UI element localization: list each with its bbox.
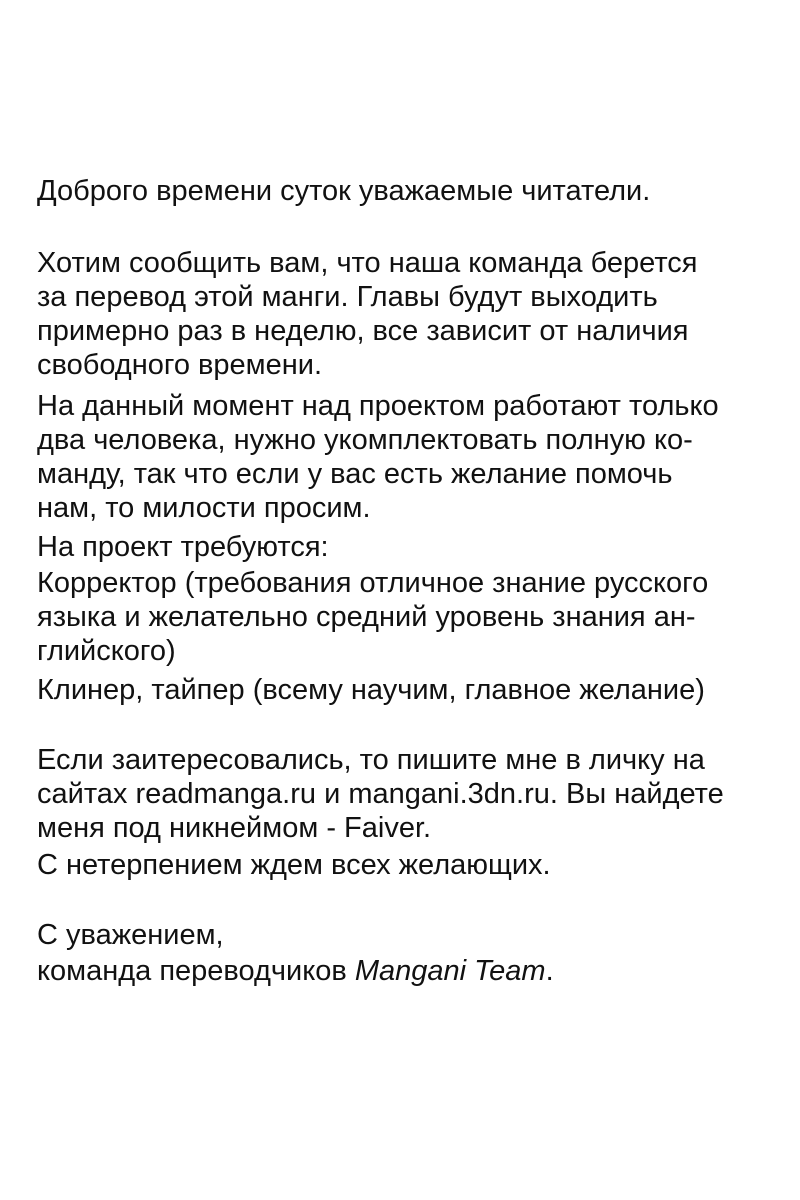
body-line: манду, так что если у вас есть желание помочь [37,458,673,490]
signature-prefix: команда переводчиков [37,955,355,987]
closing: С уважением, [37,919,224,951]
contact-line: С нетерпением ждем всех желающих. [37,849,551,881]
body-line: На проект требуются: [37,531,329,563]
body-line: за перевод этой манги. Главы будут выходить [37,281,658,313]
body-line: Корректор (требования отличное знание русского [37,567,709,599]
body-line: языка и желательно средний уровень знания ан- [37,601,696,633]
body-line: На данный момент над проектом работают только [37,390,719,422]
team-name: Mangani Team [354,955,546,987]
body-line: нам, то милости просим. [37,492,371,524]
body-line: свободного времени. [37,349,323,381]
contact-line: меня под никнеймом - Faiver. [37,812,432,844]
contact-line: сайтах readmanga.ru и mangani.3dn.ru. Вы найдете [37,778,724,810]
greeting: Доброго времени суток уважаемые читатели. [37,175,651,207]
body-line: примерно раз в неделю, все зависит от наличия [37,315,689,347]
body-line: Хотим сообщить вам, что наша команда берется [37,247,698,279]
body-line: Клинер, тайпер (всему научим, главное желание) [37,674,705,706]
signature-suffix: . [545,955,554,987]
body-line: глийского) [37,635,176,667]
contact-line: Если заитересовались, то пишите мне в личку на [37,744,705,776]
body-line: два человека, нужно укомплектовать полную ко- [37,424,693,456]
signature [37,954,554,988]
